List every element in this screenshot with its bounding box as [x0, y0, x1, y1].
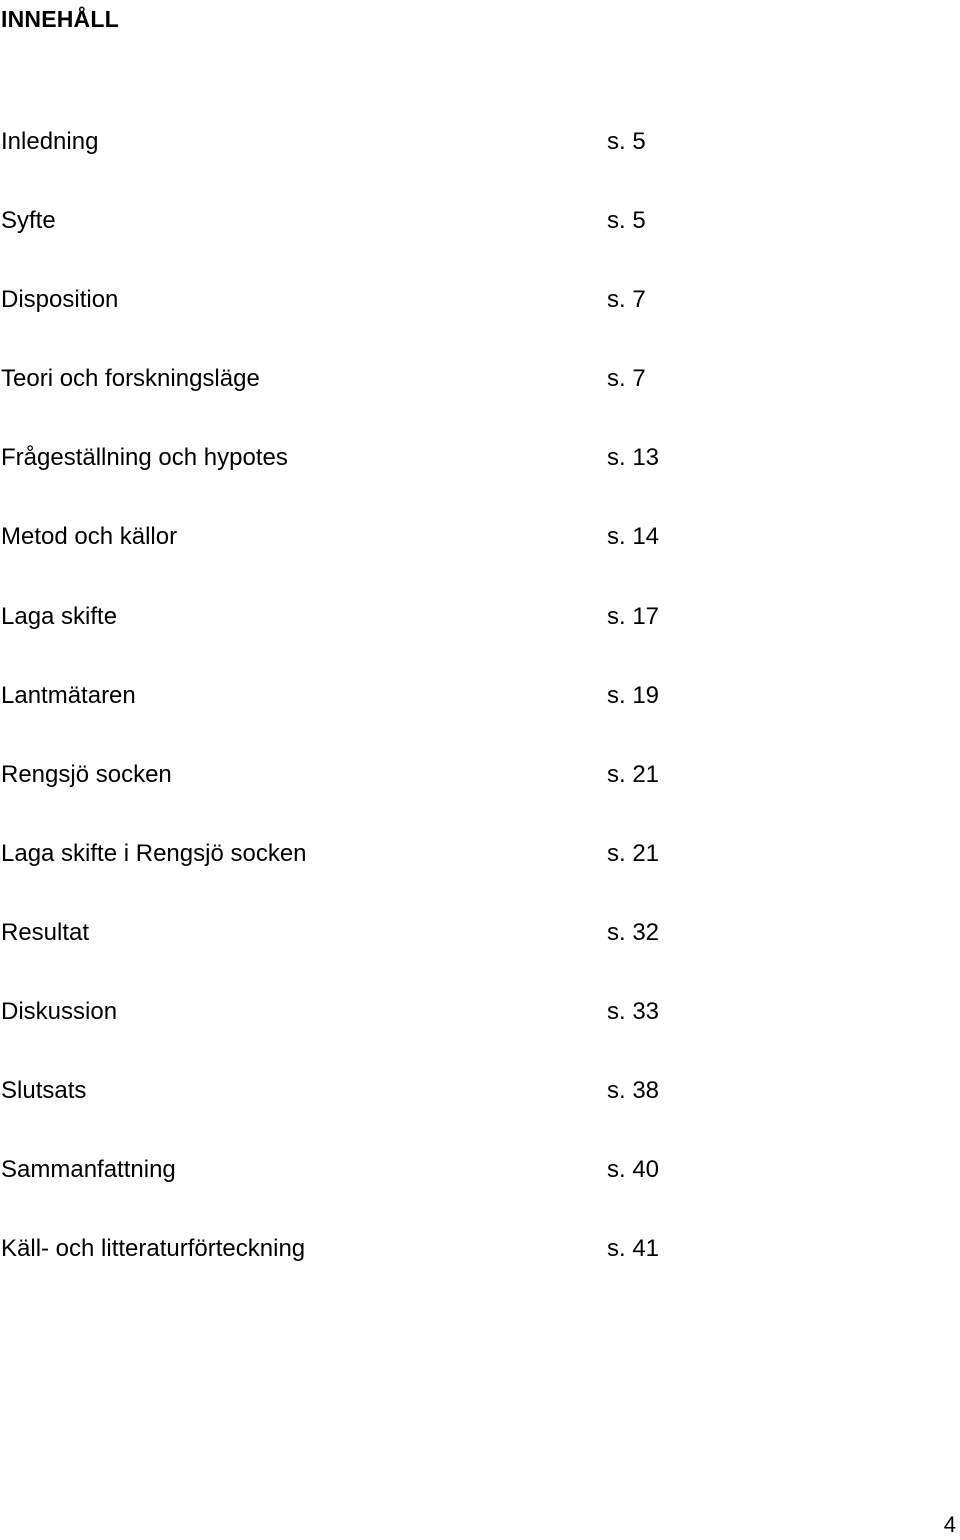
toc-entry-page: s. 17 [607, 602, 660, 630]
toc-entry-label: Käll- och litteraturförteckning [1, 1235, 306, 1263]
toc-entry[interactable] [0, 364, 760, 443]
toc-entry[interactable] [0, 1155, 760, 1234]
toc-entry-label: Frågeställning och hypotes [1, 444, 288, 472]
toc-entry-page: s. 13 [607, 444, 660, 472]
toc-entry-label: Laga skifte i Rengsjö socken [1, 839, 307, 867]
page-number: 4 [943, 1512, 956, 1537]
toc-entry-page: s. 21 [607, 839, 660, 867]
toc-entry-page: s. 14 [607, 523, 660, 551]
toc-entry-label: Inledning [1, 128, 99, 155]
toc-entry-label: Slutsats [1, 1077, 87, 1105]
toc-entry[interactable] [0, 1076, 760, 1155]
toc-entry[interactable] [0, 997, 760, 1076]
toc-entry-page: s. 21 [607, 760, 660, 788]
table-of-contents [0, 127, 760, 1313]
toc-entry[interactable] [0, 127, 760, 206]
toc-entry-label: Rengsjö socken [1, 760, 172, 788]
toc-entry[interactable] [0, 1234, 760, 1313]
toc-entry[interactable] [0, 522, 760, 601]
toc-entry[interactable] [0, 285, 760, 364]
toc-entry-page: s. 33 [607, 998, 660, 1026]
toc-entry[interactable] [0, 602, 760, 681]
toc-entry-label: Metod och källor [1, 523, 178, 551]
toc-entry[interactable] [0, 918, 760, 997]
toc-entry-page: s. 7 [607, 365, 646, 393]
toc-entry-label: Sammanfattning [1, 1156, 176, 1184]
toc-entry[interactable] [0, 681, 760, 760]
toc-entry-page: s. 32 [607, 918, 660, 946]
toc-entry-label: Resultat [1, 918, 90, 946]
toc-entry[interactable] [0, 839, 760, 918]
page-title: INNEHÅLL [1, 6, 119, 32]
toc-entry-label: Teori och forskningsläge [1, 365, 260, 393]
toc-entry-page: s. 5 [607, 128, 646, 155]
toc-entry[interactable] [0, 443, 760, 522]
toc-entry-page: s. 40 [607, 1156, 660, 1184]
toc-entry-page: s. 19 [607, 681, 660, 709]
toc-entry-page: s. 38 [607, 1077, 660, 1105]
toc-entry[interactable] [0, 760, 760, 839]
toc-entry-page: s. 41 [607, 1235, 660, 1263]
toc-entry-label: Lantmätaren [1, 681, 136, 709]
toc-entry-label: Diskussion [1, 998, 118, 1026]
toc-entry-label: Syfte [1, 207, 56, 235]
toc-entry-label: Disposition [1, 286, 119, 314]
toc-entry-label: Laga skifte [1, 602, 118, 630]
toc-entry-page: s. 5 [607, 207, 646, 235]
toc-entry[interactable] [0, 206, 760, 285]
toc-entry-page: s. 7 [607, 286, 646, 314]
